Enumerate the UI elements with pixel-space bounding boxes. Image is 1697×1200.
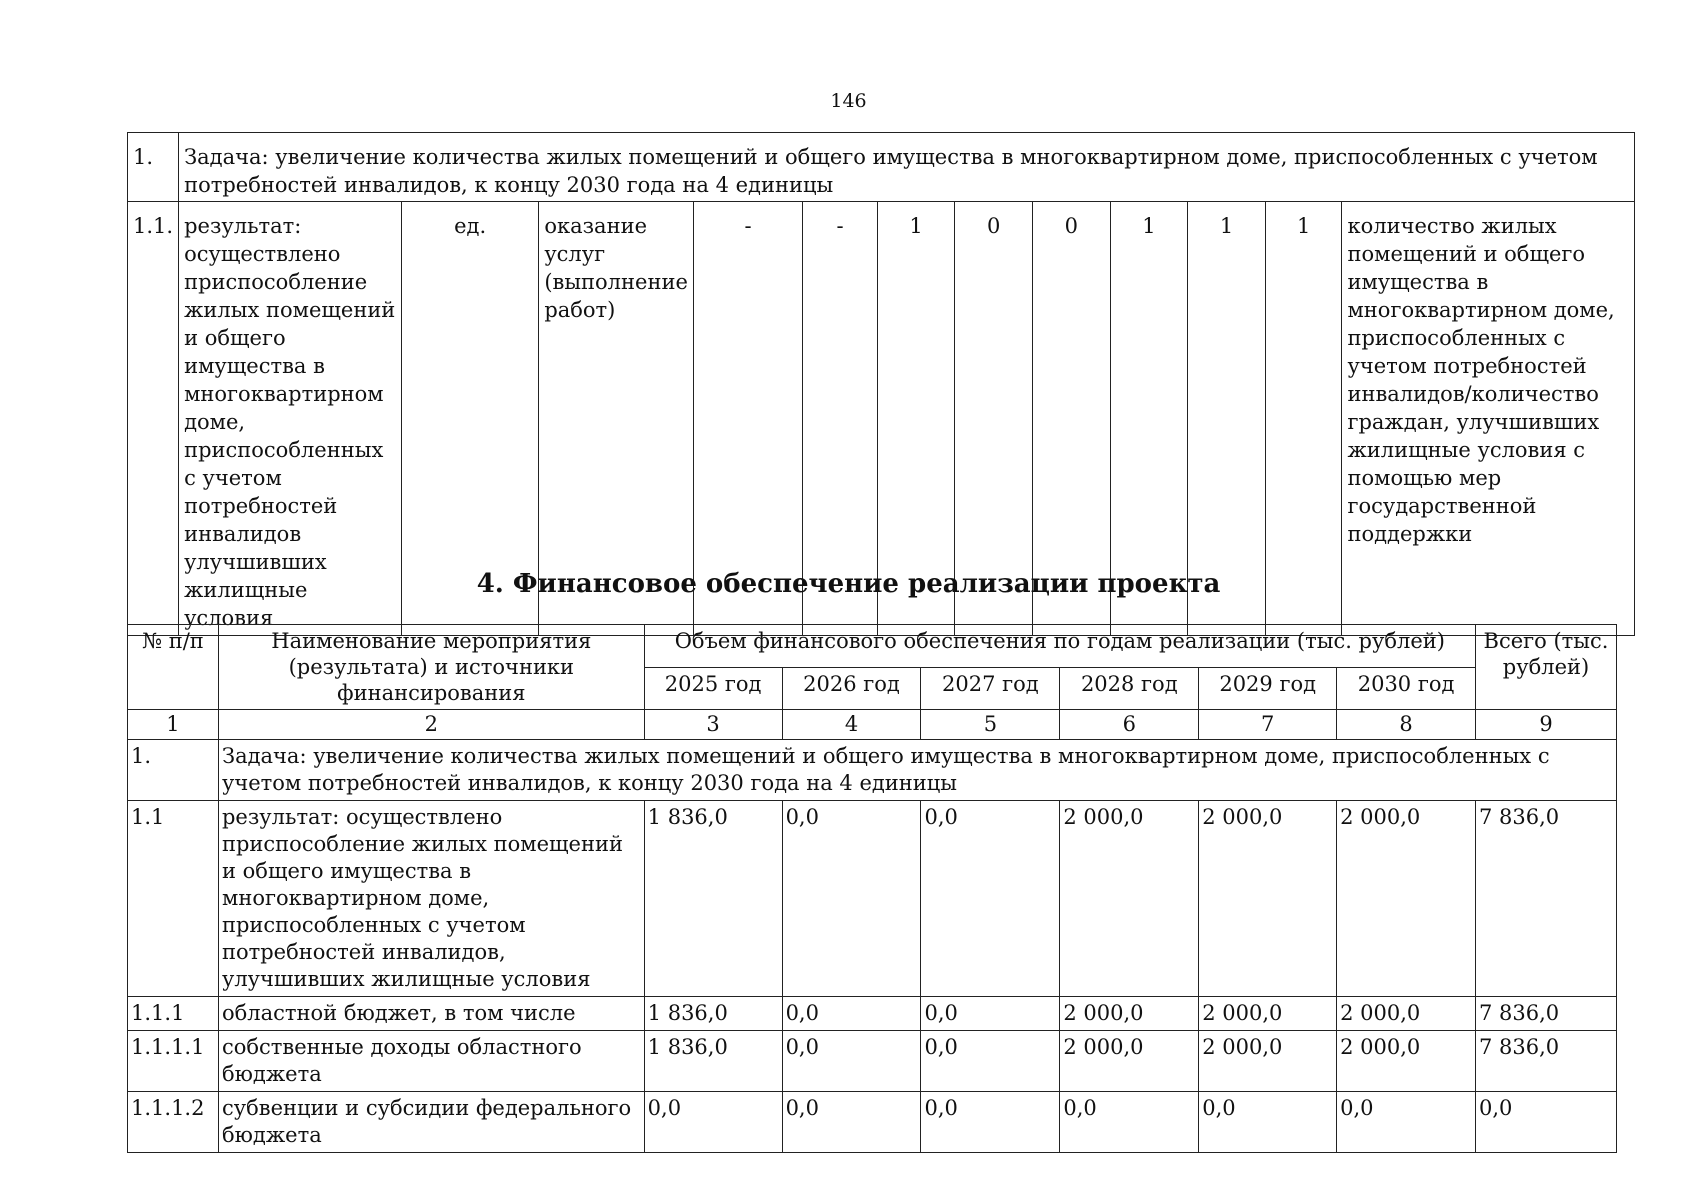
result-value: 1	[1265, 202, 1342, 636]
row-value: 0,0	[782, 1092, 921, 1153]
column-number: 5	[921, 710, 1060, 740]
header-year: 2029 год	[1199, 667, 1337, 710]
row-name: областной бюджет, в том числе	[218, 997, 644, 1031]
row-total: 7 836,0	[1476, 1031, 1617, 1092]
section-title: 4. Финансовое обеспечение реализации проекта	[476, 569, 1221, 599]
table-row	[128, 1092, 1617, 1153]
result-value: 0	[1033, 202, 1111, 636]
row-total: 0,0	[1476, 1092, 1617, 1153]
row-total: 7 836,0	[1476, 997, 1617, 1031]
row-value: 2 000,0	[1060, 997, 1199, 1031]
row-number: 1.1.1.2	[128, 1092, 219, 1153]
row-value: 0,0	[921, 801, 1060, 997]
result-value: 0	[955, 202, 1033, 636]
row-value: 0,0	[644, 1092, 782, 1153]
row-value: 0,0	[1199, 1092, 1337, 1153]
row-value: 0,0	[782, 1031, 921, 1092]
row-value: 2 000,0	[1199, 1031, 1337, 1092]
row-number: 1.1.1	[128, 997, 219, 1031]
result-value: 1	[1110, 202, 1188, 636]
row-value: 2 000,0	[1060, 801, 1199, 997]
task-row	[128, 133, 1635, 202]
page-number: 146	[830, 90, 867, 112]
result-type: оказание услуг (выполнение работ)	[539, 202, 694, 636]
result-name: результат: осуществлено приспособление жилых помещений и общего имущества в многоквартирном доме, приспособленных с учетом потребностей инвалидов улучшивших жилищные условия	[179, 202, 402, 636]
row-name: субвенции и субсидии федерального бюджета	[218, 1092, 644, 1153]
column-number: 3	[644, 710, 782, 740]
row-value: 0,0	[1337, 1092, 1476, 1153]
task-number: 1.	[128, 133, 179, 202]
row-value: 2 000,0	[1337, 801, 1476, 997]
header-name: Наименование мероприятия (результата) и источники финансирования	[218, 625, 644, 710]
header-year: 2027 год	[921, 667, 1060, 710]
task-number: 1.	[128, 740, 219, 801]
header-year: 2026 год	[782, 667, 921, 710]
row-number: 1.1.1.1	[128, 1031, 219, 1092]
row-value: 1 836,0	[644, 1031, 782, 1092]
row-value: 0,0	[921, 1092, 1060, 1153]
result-value: 1	[877, 202, 955, 636]
column-number: 2	[218, 710, 644, 740]
task-text: Задача: увеличение количества жилых помещений и общего имущества в многоквартирном доме, приспособленных с учетом потребностей инвалидов, к концу 2030 года на 4 единицы	[218, 740, 1616, 801]
row-value: 2 000,0	[1337, 1031, 1476, 1092]
row-value: 1 836,0	[644, 997, 782, 1031]
row-value: 2 000,0	[1199, 801, 1337, 997]
row-value: 2 000,0	[1060, 1031, 1199, 1092]
row-value: 0,0	[782, 801, 921, 997]
column-number: 1	[128, 710, 219, 740]
result-value: 1	[1188, 202, 1266, 636]
column-number: 4	[782, 710, 921, 740]
row-value: 0,0	[921, 1031, 1060, 1092]
row-value: 1 836,0	[644, 801, 782, 997]
row-value: 0,0	[782, 997, 921, 1031]
table-row	[128, 997, 1617, 1031]
column-number: 9	[1476, 710, 1617, 740]
task-row	[128, 740, 1617, 801]
row-value: 2 000,0	[1337, 997, 1476, 1031]
result-unit: ед.	[401, 202, 538, 636]
results-table	[127, 132, 1635, 636]
table-row	[128, 1031, 1617, 1092]
result-indicator: количество жилых помещений и общего имущества в многоквартирном доме, приспособленных с учетом потребностей инвалидов/количество граждан, улучшивших жилищные условия с помощью мер государственной поддержки	[1342, 202, 1635, 636]
row-value: 0,0	[1060, 1092, 1199, 1153]
row-value: 2 000,0	[1199, 997, 1337, 1031]
header-year: 2030 год	[1337, 667, 1476, 710]
result-number: 1.1.	[128, 202, 179, 636]
header-year: 2028 год	[1060, 667, 1199, 710]
result-value: -	[693, 202, 802, 636]
row-total: 7 836,0	[1476, 801, 1617, 997]
finance-table	[127, 624, 1617, 1153]
column-numbers-row	[128, 710, 1617, 740]
column-number: 8	[1337, 710, 1476, 740]
header-volume: Объем финансового обеспечения по годам реализации (тыс. рублей)	[644, 625, 1475, 668]
row-number: 1.1	[128, 801, 219, 997]
row-name: собственные доходы областного бюджета	[218, 1031, 644, 1092]
header-num: № п/п	[128, 625, 219, 710]
row-value: 0,0	[921, 997, 1060, 1031]
result-value: -	[803, 202, 878, 636]
header-total: Всего (тыс. рублей)	[1476, 625, 1617, 710]
table-row	[128, 801, 1617, 997]
column-number: 6	[1060, 710, 1199, 740]
header-row	[128, 625, 1617, 668]
row-name: результат: осуществлено приспособление жилых помещений и общего имущества в многоквартирном доме, приспособленных с учетом потребностей инвалидов, улучшивших жилищные условия	[218, 801, 644, 997]
task-text: Задача: увеличение количества жилых помещений и общего имущества в многоквартирном доме, приспособленных с учетом потребностей инвалидов, к концу 2030 года на 4 единицы	[179, 133, 1635, 202]
column-number: 7	[1199, 710, 1337, 740]
header-year: 2025 год	[644, 667, 782, 710]
